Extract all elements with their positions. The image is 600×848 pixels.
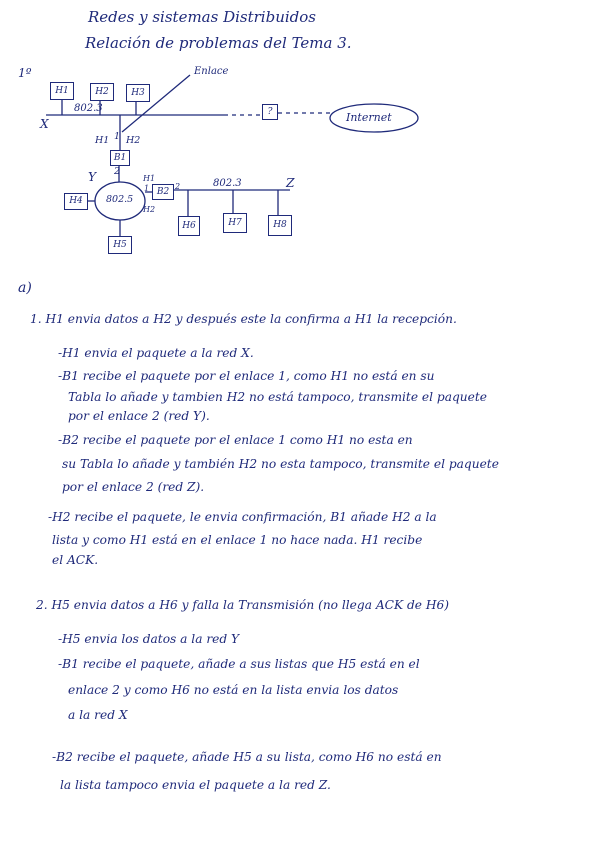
host-h1-box: H1 <box>50 82 74 100</box>
host-h2-box: H2 <box>90 83 114 101</box>
b2-port-a-label: H1 <box>143 174 156 183</box>
net-y-label: Y <box>88 170 97 184</box>
problem-number: 1º <box>18 66 32 80</box>
b1-port-low-label: 2 <box>114 166 121 177</box>
item1-line-2: -B1 recibe el paquete por el enlace 1, como H1 no está en su <box>58 369 435 383</box>
item1-line-8: -H2 recibe el paquete, le envia confirmación, B1 añade H2 a la <box>48 510 437 524</box>
router-box: ? <box>262 104 278 120</box>
host-h5-box: H5 <box>108 236 132 254</box>
net-z-label: Z <box>286 176 295 190</box>
bridge-b1-box: B1 <box>110 150 130 166</box>
item1-line-10: el ACK. <box>52 553 99 567</box>
b1-port-up-label: H1 <box>95 135 110 146</box>
item2-line-6: la lista tampoco envia el paquete a la red Z. <box>60 778 331 792</box>
item2-line-4: a la red X <box>68 708 128 722</box>
item1-line-9: lista y como H1 está en el enlace 1 no hace nada. H1 recibe <box>52 533 423 547</box>
b1-port-up2-label: H2 <box>126 135 141 146</box>
item2-line-1: -H5 envia los datos a la red Y <box>58 632 240 646</box>
item2-line-3: enlace 2 y como H6 no está en la lista envia los datos <box>68 683 399 697</box>
network-diagram <box>0 0 600 300</box>
item1-line-5: -B2 recibe el paquete por el enlace 1 como H1 no esta en <box>58 433 413 447</box>
item1-line-3: Tabla lo añade y tambien H2 no está tampoco, transmite el paquete <box>68 390 487 404</box>
b2-port-num-label: 1 <box>144 184 150 193</box>
item1-heading: 1. H1 envia datos a H2 y después este la confirma a H1 la recepción. <box>30 312 457 326</box>
item2-heading: 2. H5 envia datos a H6 y falla la Transmisión (no llega ACK de H6) <box>36 598 449 612</box>
section-a-label: a) <box>18 280 32 296</box>
enlace-label: Enlace <box>194 66 229 77</box>
host-h8-box: H8 <box>268 215 292 236</box>
item1-line-7: por el enlace 2 (red Z). <box>62 480 205 494</box>
net-z-std-label: 802.3 <box>213 178 242 189</box>
document-title: Redes y sistemas Distribuidos <box>88 8 316 26</box>
item1-line-1: -H1 envia el paquete a la red X. <box>58 346 254 360</box>
net-x-label: X <box>40 117 49 131</box>
internet-label: Internet <box>346 111 392 124</box>
host-h4-box: H4 <box>64 193 88 210</box>
bridge-b2-box: B2 <box>152 184 174 200</box>
host-h3-box: H3 <box>126 84 150 102</box>
item1-line-4: por el enlace 2 (red Y). <box>68 409 210 423</box>
net-x-std-label: 802.3 <box>74 103 103 114</box>
net-y-std-label: 802.5 <box>106 194 134 205</box>
b2-port-num2-label: 2 <box>175 182 181 191</box>
b1-port-num-label: 1 <box>114 131 121 142</box>
document-subtitle: Relación de problemas del Tema 3. <box>85 34 352 52</box>
item1-line-6: su Tabla lo añade y también H2 no esta tampoco, transmite el paquete <box>62 457 499 471</box>
item2-line-5: -B2 recibe el paquete, añade H5 a su lista, como H6 no está en <box>52 750 442 764</box>
host-h7-box: H7 <box>223 213 247 233</box>
item2-line-2: -B1 recibe el paquete, añade a sus listas que H5 está en el <box>58 657 420 671</box>
b2-port-b-label: H2 <box>143 205 156 214</box>
host-h6-box: H6 <box>178 216 200 236</box>
